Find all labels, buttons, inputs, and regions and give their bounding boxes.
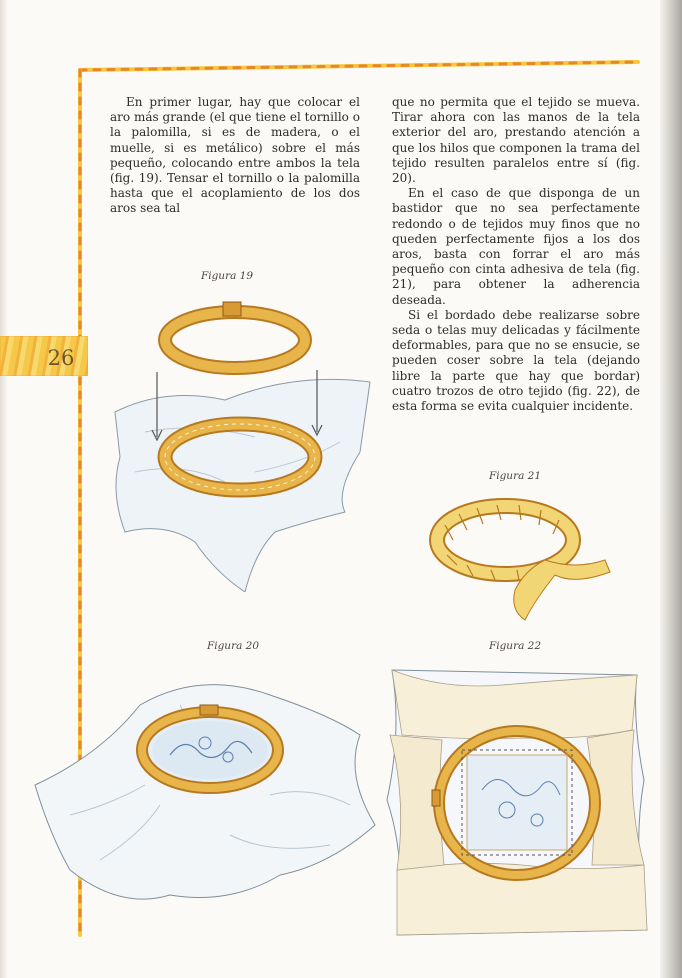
paragraph: En primer lugar, hay que colocar el aro más grande (el que tiene el tornillo o la palomilla, si es de madera, o el muelle, si es metálico) sobre el más pequeño, colocando entre ambos la tela (fig. 19). Tensar el tornillo o la palomilla hasta que el acoplamiento de los dos aros sea tal [110,95,360,216]
hoop-tensioned-fabric-icon [30,665,380,915]
page-number: 26 [47,346,75,370]
figure-20-caption: Figura 20 [206,640,260,652]
paragraph: En el caso de que disponga de un bastidor que no sea perfectamente redondo o de tejidos muy finos que no queden perfectamente fijos a los dos aros, basta con forrar el aro más pequeño con cinta adhesiva de tela (fig. 21), para obtener la adherencia deseada. [392,186,640,307]
hoop-wrapped-tape-icon [425,490,615,630]
hoop-with-sewn-fabric-strips-icon [382,660,652,945]
figure-21-caption: Figura 21 [488,470,542,482]
left-column-text [110,95,360,217]
paragraph: que no permita que el tejido se mueva. Tirar ahora con las manos de la tela exterior del aro, prestando atención a que los hilos que componen la trama del tejido resulten paralelos entre sí (fig. 20). [392,95,640,186]
figure-19-caption: Figura 19 [200,270,254,282]
hoop-over-fabric-icon [105,292,375,592]
right-column-text [392,95,640,414]
figure-22-caption: Figura 22 [488,640,542,652]
paragraph: Si el bordado debe realizarse sobre seda o telas muy delicadas y fácilmente deformables, para que no se ensucie, se pueden coser sobre la tela (dejando libre la parte que hay que bordar) cuatro trozos de otro tejido (fig. 22), de esta forma se evita cualquier incidente. [392,307,640,414]
